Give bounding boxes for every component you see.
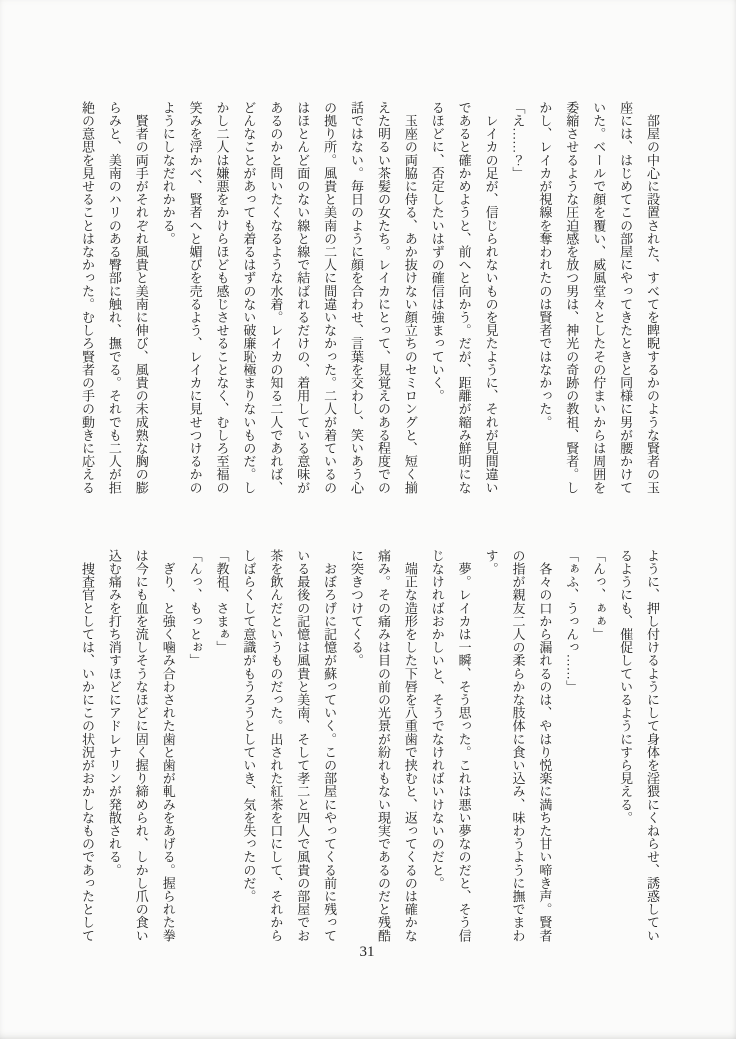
text-column: 各々の口から漏れるのは、やはり悦楽に満ちた甘い啼き声。賢者	[537, 549, 553, 942]
text-column: いる最後の記憶は風貴と美南、そして孝二と四人で風貴の部屋でお	[295, 549, 311, 942]
text-column: しばらくして意識がもうろうとしていき、気を失ったのだ。	[241, 549, 257, 903]
text-column: に突きつけてくる。	[349, 549, 365, 667]
text-column: かし二人は嫌悪をかけらほども感じさせることなく、むしろ至福の	[214, 101, 230, 494]
text-column: えた明るい茶髪の女たち。レイカにとって、見覚えのある程度での	[375, 101, 391, 494]
text-column: 座には、はじめてこの部屋にやってきたときと同様に男が腰かけて	[618, 101, 634, 494]
text-column: ようにしなだれかかる。	[160, 101, 176, 246]
bottom-text-block	[73, 549, 665, 942]
text-column: 茶を飲んだというものだった。出された紅茶を口にして、それから	[268, 549, 284, 942]
text-column: 賢者の両手がそれぞれ風貴と美南に伸び、風貴の未成熟な胸の膨	[133, 101, 149, 494]
text-column: ぎり、と強く噛み合わされた歯と歯が軋みをあげる。握られた拳	[160, 549, 176, 942]
text-column: は今にも血を流しそうなほどに固く握り締められ、しかし爪の食い	[133, 549, 149, 942]
text-column: す。	[483, 549, 499, 576]
text-column: おぼろげに記憶が蘇っていく。この部屋にやってくる前に残って	[322, 549, 338, 942]
text-column: ように、押し付けるようにして身体を淫猥にくねらせ、誘惑してい	[645, 549, 660, 942]
text-column: どんなことがあっても着るはずのない破廉恥極まりないものだ。し	[241, 101, 257, 494]
text-column: 笑みを浮かべ、賢者へと媚びを売るよう、レイカに見せつけるかの	[187, 101, 203, 494]
text-column: 端正な造形をした下唇を八重歯で挟むと、返ってくるのは確かな	[402, 549, 418, 942]
text-column: の拠り所。風貴と美南の二人に間違いなかった。二人が着ているの	[322, 101, 338, 494]
text-column: 「んっ、もっとぉ」	[187, 549, 203, 667]
text-column: 「え……？」	[510, 101, 526, 180]
top-text-block	[73, 101, 665, 494]
text-column: 「教祖、さまぁ」	[214, 549, 230, 654]
text-column: 込む痛みを打ち消すほどにアドレナリンが発散される。	[106, 549, 122, 877]
page-number: 31	[359, 944, 375, 960]
text-column: 痛み。その痛みは目の前の光景が紛れもない現実であるのだと残酷	[375, 549, 391, 942]
text-column: 捜査官としては、いかにこの状況がおかしなものであったとして	[79, 549, 95, 942]
text-column: はほとんど面のない線と線で結ばれるだけの、着用している意味が	[295, 101, 311, 494]
text-column: 委縮させるような圧迫感を放つ男は、神光の奇跡の教祖、賢者。し	[564, 101, 580, 494]
text-column: 「んっ、ぁぁ」	[591, 549, 607, 641]
text-column: 玉座の両脇に侍る、あか抜けない顔立ちのセミロングと、短く揃	[402, 101, 418, 494]
text-column: るほどに、否定したいはずの確信は強まっていく。	[429, 101, 445, 403]
text-column: らみと、美南のハリのある臀部に触れ、撫でる。それでも二人が拒	[106, 101, 122, 494]
text-column: 絶の意思を見せることはなかった。むしろ賢者の手の動きに応える	[79, 101, 95, 494]
text-column: かし、レイカが視線を奪われたのは賢者ではなかった。	[537, 101, 553, 429]
text-column: であると確かめようと、前へと向かう。だが、距離が縮み鮮明にな	[456, 101, 472, 494]
text-column: レイカの足が、信じられないものを見たように、それが見間違い	[483, 101, 499, 494]
text-column: の指が親友二人の柔らかな肢体に食い込み、味わうように撫でまわ	[510, 549, 526, 942]
text-column: 「ぁふ、うっんっ……」	[564, 549, 580, 694]
text-column: じなければおかしいと、そうでなければいけないのだと。	[429, 549, 445, 890]
text-column: 夢。レイカは一瞬、そう思った。これは悪い夢なのだと、そう信	[456, 549, 472, 942]
text-column: いた。ベールで顔を覆い、威風堂々としたその佇まいからは周囲を	[591, 101, 607, 494]
text-column: 部屋の中心に設置された、すべてを睥睨するかのような賢者の玉	[645, 101, 660, 494]
text-column: るようにも、催促しているようにすら見える。	[618, 549, 634, 825]
text-column: 話ではない。毎日のように顔を合わせ、言葉を交わし、笑いあう心	[349, 101, 365, 494]
text-column: あるのかと問いたくなるような水着。レイカの知る二人であれば、	[268, 101, 284, 494]
